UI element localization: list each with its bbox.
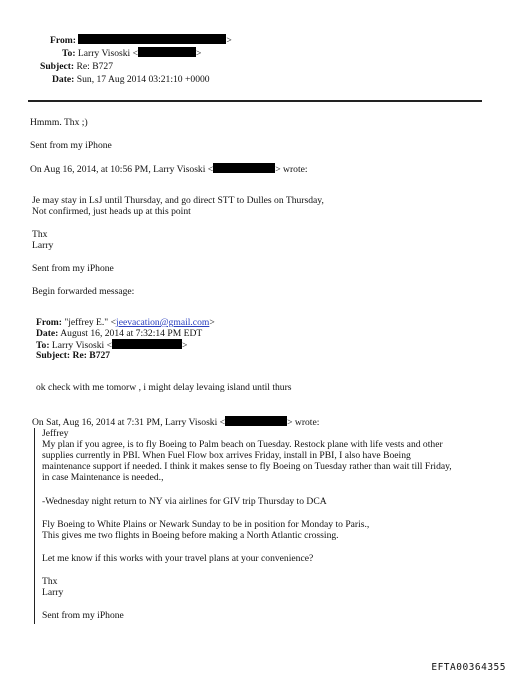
redaction-bar [112, 339, 182, 349]
quote2-line: in case Maintenance is needed., [42, 472, 164, 483]
quote1-larry: Larry [32, 240, 54, 251]
quote2-larry: Larry [42, 587, 64, 598]
quote1-header-b: > wrote: [275, 164, 308, 175]
redaction-bar [225, 416, 287, 426]
fwd-from-label: From: [36, 317, 62, 328]
header-subject-row [40, 61, 113, 72]
redaction-bar [78, 34, 226, 44]
redaction-bar [213, 163, 275, 173]
redaction-bar [138, 47, 196, 57]
header-divider [28, 100, 482, 102]
quote1-begin-forwarded: Begin forwarded message: [32, 286, 135, 297]
quote1-signature: Sent from my iPhone [32, 263, 114, 274]
document-id: EFTA00364355 [431, 662, 506, 673]
quote1-line: Not confirmed, just heads up at this point [32, 206, 191, 217]
header-from-label: From: [50, 35, 76, 46]
header-to-row [62, 47, 201, 59]
quote2-line: maintenance support if needed. I think it makes sense to fly Boeing on Tuesday rather than wait till Friday, [42, 461, 452, 472]
fwd-date-label: Date: [36, 328, 59, 339]
quote2-header-b: > wrote: [287, 417, 320, 428]
quote2-line: Fly Boeing to White Plains or Newark Sunday to be in position for Monday to Paris., [42, 519, 370, 530]
fwd-from-row [36, 317, 215, 328]
quote2-line: supplies currently in PBI. When Fuel Flow box arrives Friday, install in PBI, I also have Boeing [42, 450, 411, 461]
quote2-line: My plan if you agree, is to fly Boeing to Palm beach on Tuesday. Restock plane with life vests and other [42, 439, 443, 450]
quote2-line: -Wednesday night return to NY via airlines for GIV trip Thursday to DCA [42, 496, 327, 507]
quote1-header-a: On Aug 16, 2014, at 10:56 PM, Larry Visoski < [30, 164, 214, 175]
quote1-thx: Thx [32, 229, 48, 240]
header-to-label: To: [62, 48, 76, 59]
quote2-thx: Thx [42, 576, 58, 587]
fwd-date-value: August 16, 2014 at 7:32:14 PM EDT [60, 328, 203, 339]
header-to-tail: > [196, 48, 202, 59]
fwd-subject-row [36, 350, 110, 361]
reply-line: Hmmm. Thx ;) [30, 117, 88, 128]
quote2-header-a: On Sat, Aug 16, 2014 at 7:31 PM, Larry Visoski < [32, 417, 226, 428]
fwd-to-tail: > [182, 340, 188, 351]
quote2-line: Let me know if this works with your travel plans at your convenience? [42, 553, 314, 564]
header-date-value: Sun, 17 Aug 2014 03:21:10 +0000 [76, 74, 210, 85]
header-date-label: Date: [52, 74, 75, 85]
fwd-date-row [36, 328, 202, 339]
header-from-row [50, 34, 232, 46]
fwd-to-value: Larry Visoski < [51, 340, 113, 351]
fwd-message: ok check with me tomorw , i might delay levaing island until thurs [36, 382, 292, 393]
quote2-line: This gives me two flights in Boeing before making a North Atlantic crossing. [42, 530, 339, 541]
quote2-greeting: Jeffrey [42, 428, 69, 439]
header-subject-label: Subject: [40, 61, 75, 72]
header-to-value: Larry Visoski < [77, 48, 139, 59]
header-from-tail: > [226, 35, 232, 46]
fwd-from-tail: > [209, 317, 215, 328]
quote1-header [30, 163, 308, 175]
fwd-from-value: "jeffrey E." < [64, 317, 117, 328]
quote2-header [32, 416, 319, 428]
fwd-to-label: To: [36, 340, 50, 351]
header-date-row [52, 74, 210, 85]
quote2-signature: Sent from my iPhone [42, 610, 124, 621]
reply-signature: Sent from my iPhone [30, 140, 112, 151]
fwd-from-email-link[interactable]: jeevacation@gmail.com [116, 317, 210, 328]
quote-bar [34, 428, 35, 624]
quote1-line: Je may stay in LsJ until Thursday, and go direct STT to Dulles on Thursday, [32, 195, 324, 206]
fwd-subject-value: Re: B727 [72, 350, 111, 361]
fwd-subject-label: Subject: [36, 350, 71, 361]
header-subject-value: Re: B727 [76, 61, 114, 72]
